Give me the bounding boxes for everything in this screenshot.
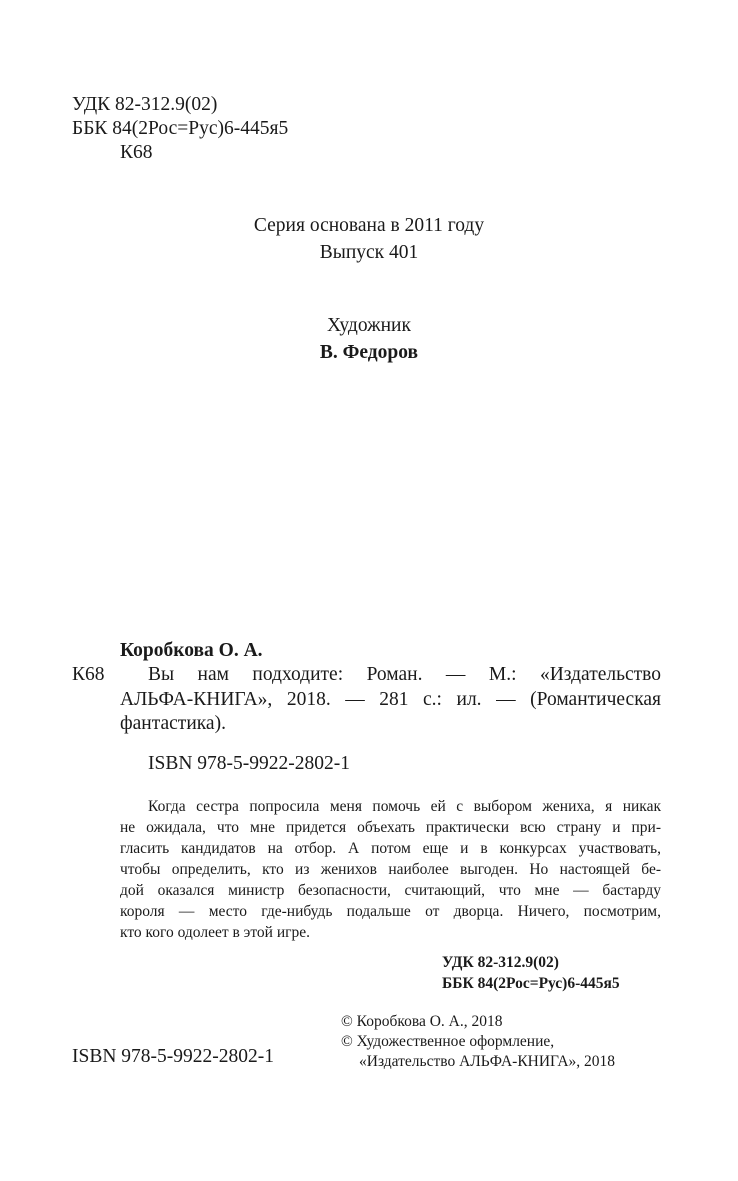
copyright-design: © Художественное оформление, [341, 1033, 555, 1050]
artist-label: Художник [327, 315, 411, 336]
bib-line-2: АЛЬФА-КНИГА», 2018. — 281 с.: ил. — (Романтическая [120, 689, 661, 710]
annotation-line: чтобы определить, кто из женихов наиболее выгоден. Но настоящей бе- [120, 861, 661, 878]
series-founded: Серия основана в 2011 году [253, 215, 485, 236]
copyright-author: © Коробкова О. А., 2018 [341, 1013, 503, 1030]
annotation-line: дой оказался министр безопасности, считающий, что мне — бастарду [120, 882, 661, 899]
bib-line-3: фантастика). [120, 713, 226, 734]
bbk-code: ББК 84(2Рос=Рус)6-445я5 [72, 118, 289, 139]
annotation-line: кто кого одолеет в этой игре. [120, 924, 310, 941]
annotation-line: не ожидала, что мне придется объехать практически всю страну и при- [120, 819, 661, 836]
footer-udk: УДК 82-312.9(02) [442, 954, 559, 971]
annotation-line: гласить кандидатов на отбор. А потом еще и в конкурсах участвовать, [120, 840, 661, 857]
bib-isbn: ISBN 978-5-9922-2802-1 [148, 753, 351, 774]
author-mark: К68 [120, 142, 153, 163]
annotation-line: Когда сестра попросила меня помочь ей с выбором жениха, я никак [148, 798, 661, 815]
bib-author: Коробкова О. А. [120, 640, 263, 661]
footer-bbk: ББК 84(2Рос=Рус)6-445я5 [442, 975, 620, 992]
bib-line-1: Вы нам подходите: Роман. — М.: «Издательство [148, 664, 661, 685]
bib-author-mark: К68 [72, 664, 105, 685]
footer-isbn: ISBN 978-5-9922-2802-1 [72, 1046, 275, 1067]
series-issue: Выпуск 401 [319, 242, 419, 263]
artist-name: В. Федоров [319, 342, 419, 363]
udk-code: УДК 82-312.9(02) [72, 94, 218, 115]
copyright-publisher: «Издательство АЛЬФА-КНИГА», 2018 [359, 1053, 616, 1070]
annotation-line: короля — место где-нибудь подальше от дворца. Ничего, посмотрим, [120, 903, 661, 920]
